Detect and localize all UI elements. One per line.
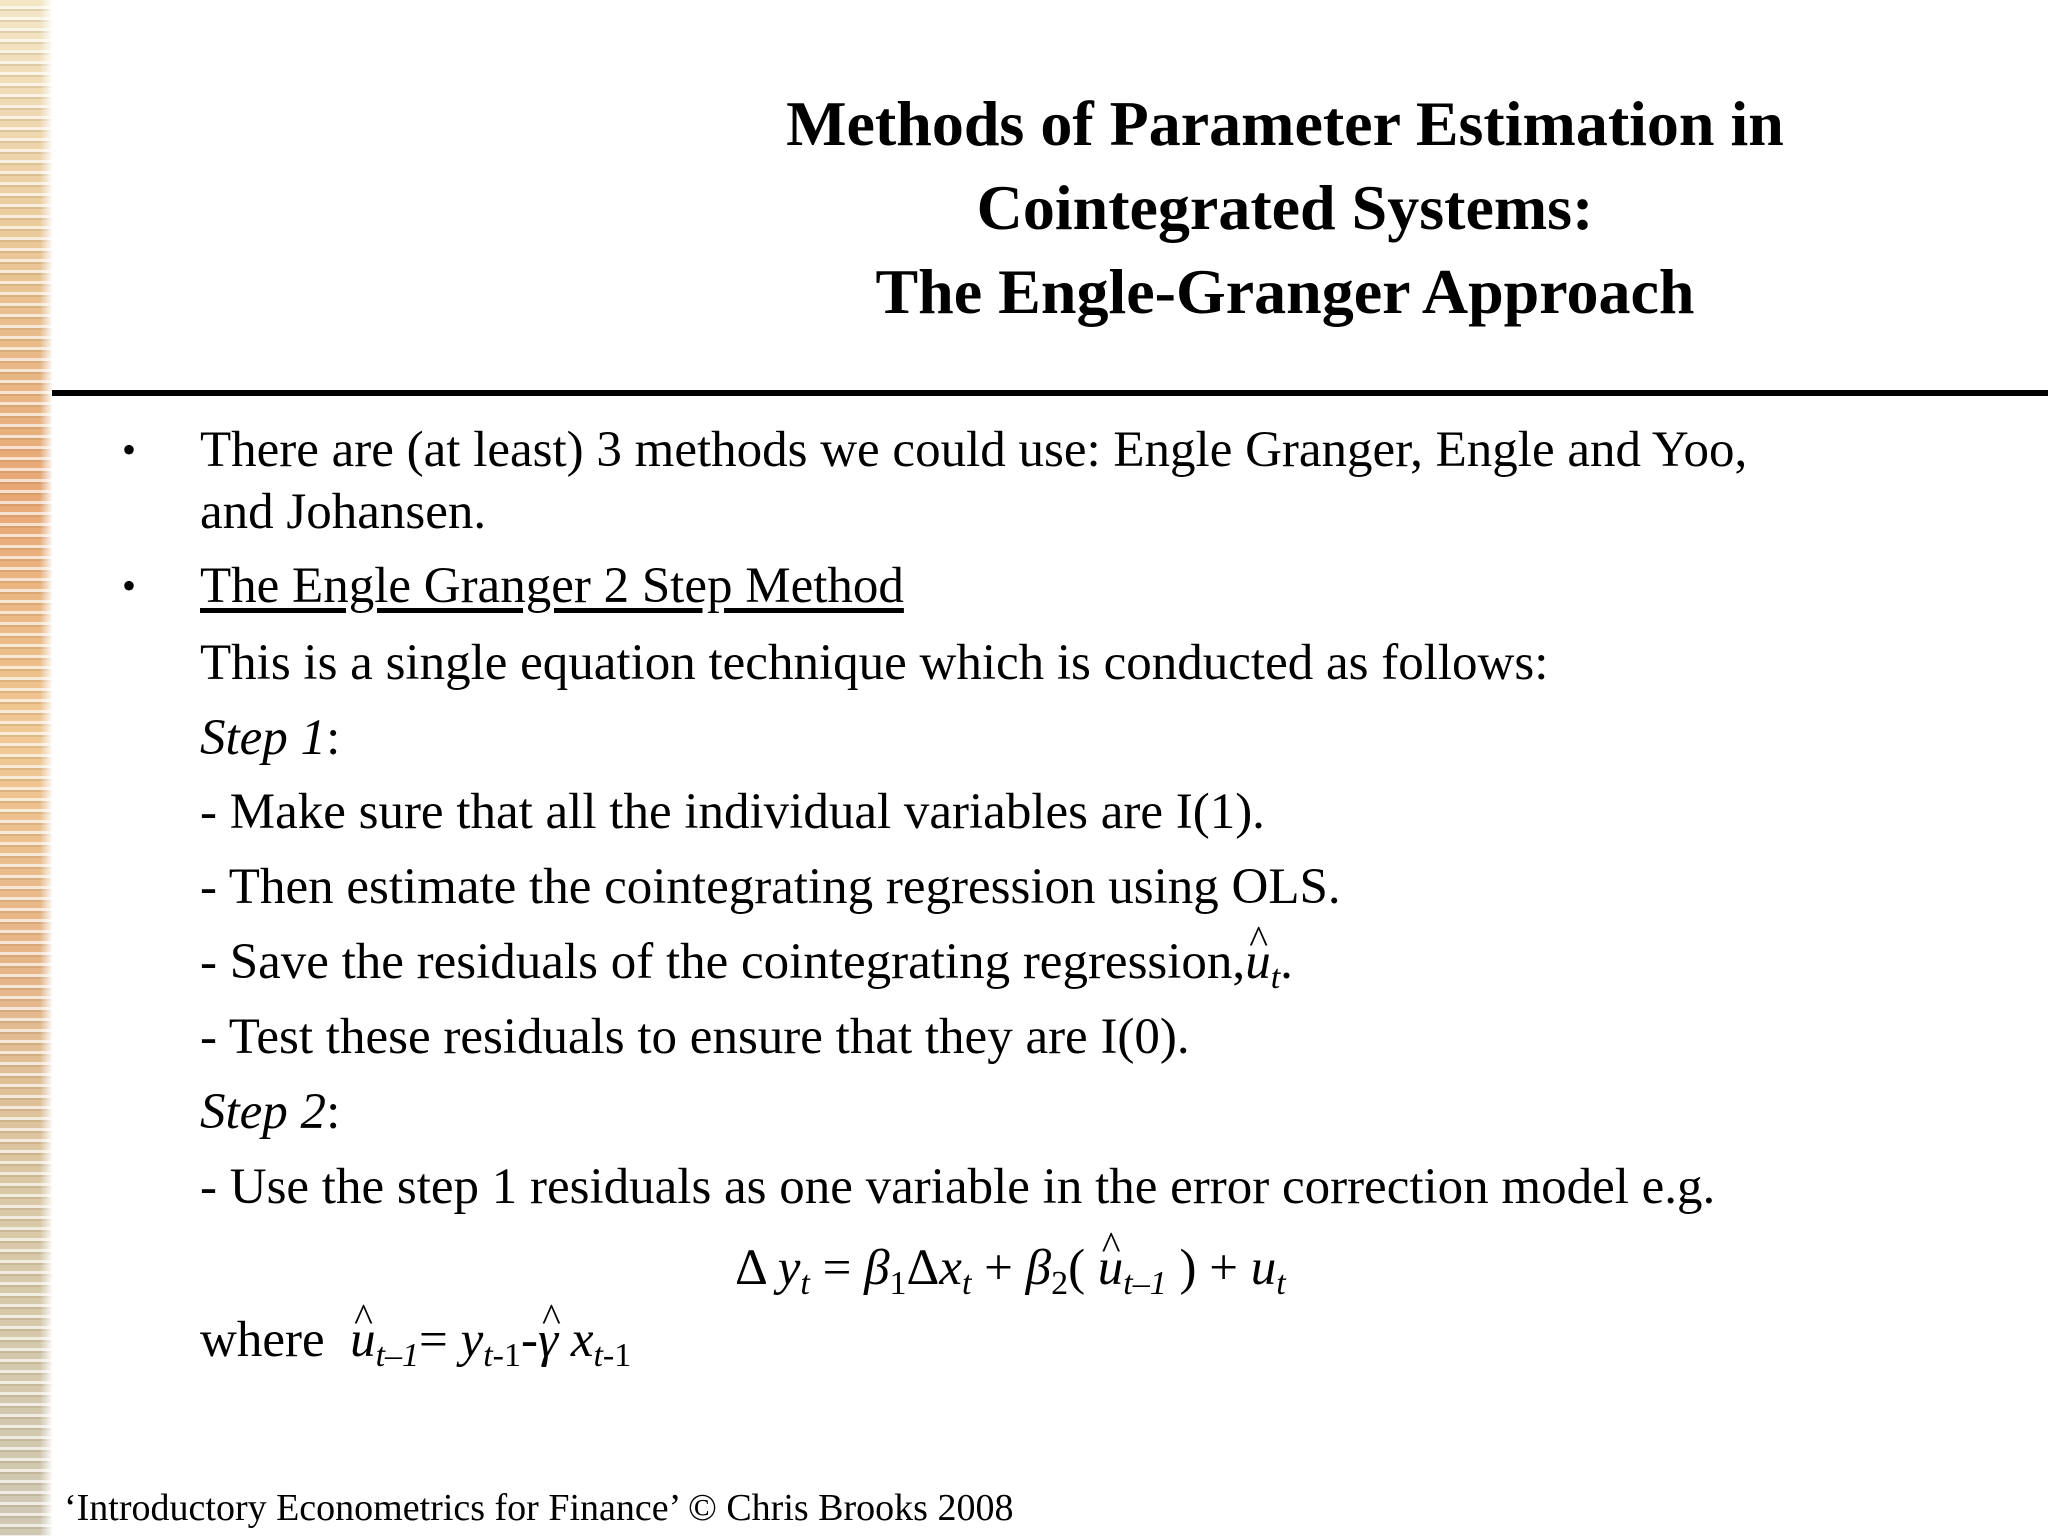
step-1-item-text: - Save the residuals of the cointegrating regression, xyxy=(200,934,1246,990)
step-1-item: - Then estimate the cointegrating regression using OLS. xyxy=(200,859,1341,915)
bullet-1-line-1: There are (at least) 3 methods we could use: Engle Granger, Engle and Yoo, xyxy=(200,422,1748,478)
step-1-item: - Test these residuals to ensure that they are I(0). xyxy=(200,1009,1190,1065)
title-line-2: Cointegrated Systems: xyxy=(976,172,1594,243)
step-1-label-text: Step 1 xyxy=(200,710,327,766)
title-line-1: Methods of Parameter Estimation in xyxy=(786,88,1784,159)
bullet-1-line-2: and Johansen. xyxy=(200,484,487,540)
bullet-dot: • xyxy=(122,563,137,608)
ecm-equation: Δ $y_t = \beta_1\Delta x_t + \beta_2$( ^ $u_{t-1}$ ) + $u_t$ xyxy=(735,1238,1286,1314)
step-2-label-text: Step 2 xyxy=(200,1084,327,1140)
residual-definition: ^ $u_{t-1}=$ $y_{t-1}-\^{}$ γ $x_{t-1}$ xyxy=(350,1312,631,1368)
intro-text: This is a single equation technique which is conducted as follows: xyxy=(200,635,1549,691)
where-line xyxy=(200,1310,631,1386)
step-1-item: - Save the residuals of the cointegrating regression,^ $u_t$. xyxy=(200,932,1293,1008)
step-1-label: Step 1: xyxy=(200,710,341,766)
step-2-item: - Use the step 1 residuals as one variable in the error correction model e.g. xyxy=(200,1159,1716,1215)
residual-symbol: ^ $u_t$ xyxy=(1245,934,1280,990)
where-label: where xyxy=(200,1312,325,1368)
bullet-dot: • xyxy=(122,427,137,472)
step-2-label: Step 2: xyxy=(200,1084,341,1140)
title-line-3: The Engle-Granger Approach xyxy=(875,256,1695,327)
footer-copyright: ‘Introductory Econometrics for Finance’ © Chris Brooks 2008 xyxy=(64,1487,1014,1529)
step-1-item: - Make sure that all the individual variables are I(1). xyxy=(200,784,1265,840)
method-heading: The Engle Granger 2 Step Method xyxy=(200,558,904,614)
